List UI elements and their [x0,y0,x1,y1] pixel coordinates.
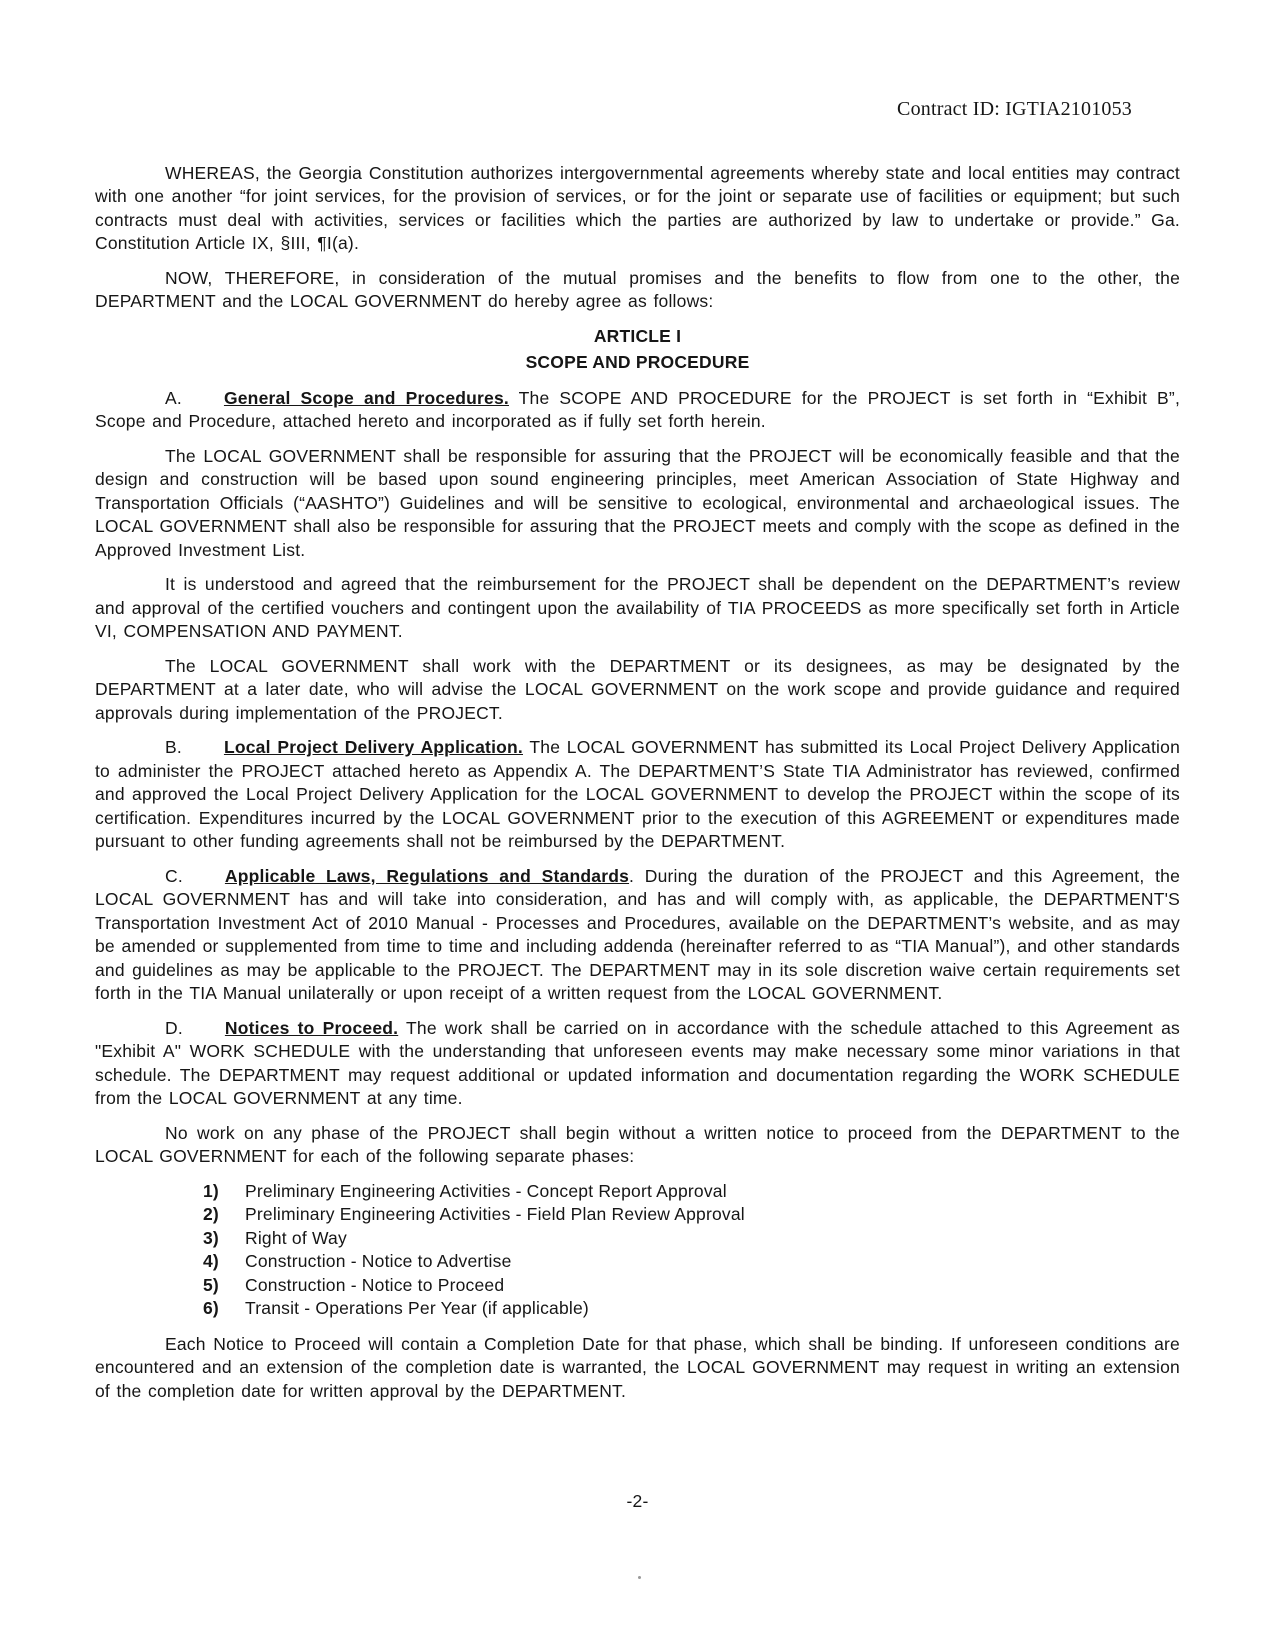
list-item [203,1227,1180,1251]
section-b-letter: B. [165,737,182,757]
list-item [203,1297,1180,1321]
list-item-number: 1) [203,1180,219,1201]
section-d-paragraph [95,1017,1180,1111]
list-item-text: Preliminary Engineering Activities - Concept Report Approval [245,1180,727,1201]
paragraph-work-with-designees: The LOCAL GOVERNMENT shall work with the DEPARTMENT or its designees, as may be designated by the DEPARTMENT at a later date, who will advise the LOCAL GOVERNMENT on the work scope and provide guidance and required approvals during implementation of the PROJECT. [95,655,1180,723]
list-item-number: 3) [203,1227,219,1248]
section-c-body: . During the duration of the PROJECT and this Agreement, the LOCAL GOVERNMENT has and will take into consideration, and has and will comply with, as applicable, the DEPARTMENT'S Transportation Investment Act of 2010 Manual - Processes and Procedures, available on the DEPARTMENT’s website, and as may be amended or supplemented from time to time and including addenda (hereinafter referred to as “TIA Manual”), and other standards and guidelines as may be applicable to the PROJECT. The DEPARTMENT may in its sole discretion waive certain requirements set forth in the TIA Manual unilaterally or upon receipt of a written request from the LOCAL GOVERNMENT. [95,865,1180,1003]
list-item-text: Transit - Operations Per Year (if applicable) [245,1298,589,1318]
list-item-number: 5) [203,1274,219,1295]
section-d-letter: D. [165,1017,183,1038]
section-a-letter: A. [165,387,182,408]
list-item-number: 2) [203,1204,219,1224]
section-c-heading: Applicable Laws, Regulations and Standards [224,865,630,886]
list-item-text: Preliminary Engineering Activities - Field Plan Review Approval [245,1204,745,1224]
section-d-body: The work shall be carried on in accordance with the schedule attached to this Agreement as "Exhibit A" WORK SCHEDULE with the understanding that unforeseen events may make necessary some minor variations in that schedule. The DEPARTMENT may request additional or updated information and documentation regarding the WORK SCHEDULE from the LOCAL GOVERNMENT at any time. [95,1017,1180,1108]
list-item [203,1203,1180,1227]
list-item [203,1274,1180,1298]
list-item-text: Right of Way [245,1227,347,1248]
paragraph-local-gov-responsible: The LOCAL GOVERNMENT shall be responsible for assuring that the PROJECT will be economically feasible and that the design and construction will be based upon sound engineering principles, meet American Association of State Highway and Transportation Officials (“AASHTO”) Guidelines and will be sensitive to ecological, environmental and archaeological issues. The LOCAL GOVERNMENT shall also be responsible for assuring that the PROJECT meets and comply with the scope as defined in the Approved Investment List. [95,445,1180,560]
list-item-number: 4) [203,1251,219,1271]
section-d-heading: Notices to Proceed. [224,1017,399,1038]
list-item-text: Construction - Notice to Advertise [245,1251,512,1271]
section-a-paragraph [95,387,1180,434]
contract-id-header: Contract ID: IGTIA2101053 [897,98,1132,120]
paragraph-completion-date: Each Notice to Proceed will contain a Completion Date for that phase, which shall be binding. If unforeseen conditions are encountered and an extension of the completion date is warranted, the LOCAL GOVERNMENT may request in writing an extension of the completion date for written approval by the DEPARTMENT. [95,1333,1180,1401]
page-number: -2- [626,1490,649,1511]
list-item-text: Construction - Notice to Proceed [245,1274,505,1295]
section-a-body: The SCOPE AND PROCEDURE for the PROJECT is set forth in “Exhibit B”, Scope and Procedure, attached hereto and incorporated as if fully set forth herein. [95,387,1181,431]
section-c-paragraph [95,865,1180,1006]
section-b-body: The LOCAL GOVERNMENT has submitted its Local Project Delivery Application to administer the PROJECT attached hereto as Appendix A. The DEPARTMENT’S State TIA Administrator has reviewed, confirmed and approved the Local Project Delivery Application for the LOCAL GOVERNMENT to develop the PROJECT within the scope of its certification. Expenditures incurred by the LOCAL GOVERNMENT prior to the execution of this AGREEMENT or expenditures made pursuant to other funding agreements shall not be reimbursed by the DEPARTMENT. [95,737,1181,851]
paragraph-reimbursement: It is understood and agreed that the reimbursement for the PROJECT shall be dependent on the DEPARTMENT’s review and approval of the certified vouchers and contingent upon the availability of TIA PROCEEDS as more specifically set forth in Article VI, COMPENSATION AND PAYMENT. [95,574,1180,641]
article-subtitle: SCOPE AND PROCEDURE [525,352,750,372]
section-b-heading: Local Project Delivery Application. [223,737,523,757]
article-title: ARTICLE I [593,325,682,346]
list-item [203,1180,1180,1204]
section-c-letter: C. [165,865,183,886]
paragraph-whereas: WHEREAS, the Georgia Constitution authorizes intergovernmental agreements whereby state and local entities may contract with one another “for joint services, for the provision of services, or for the joint or separate use of facilities or equipment; but such contracts must deal with activities, services or facilities which the parties are authorized by law to undertake or provide.” Ga. Constitution Article IX, §III, ¶I(a). [95,162,1180,253]
list-item-number: 6) [203,1298,219,1318]
list-item [203,1250,1180,1274]
phase-list [203,1180,1180,1321]
scan-artifact-dot [638,1576,641,1579]
section-a-heading: General Scope and Procedures. [223,387,509,408]
section-b-paragraph [95,736,1180,854]
paragraph-now-therefore: NOW, THEREFORE, in consideration of the mutual promises and the benefits to flow from one to the other, the DEPARTMENT and the LOCAL GOVERNMENT do hereby agree as follows: [95,267,1180,311]
paragraph-no-work-phases: No work on any phase of the PROJECT shall begin without a written notice to proceed from the DEPARTMENT to the LOCAL GOVERNMENT for each of the following separate phases: [95,1122,1180,1166]
